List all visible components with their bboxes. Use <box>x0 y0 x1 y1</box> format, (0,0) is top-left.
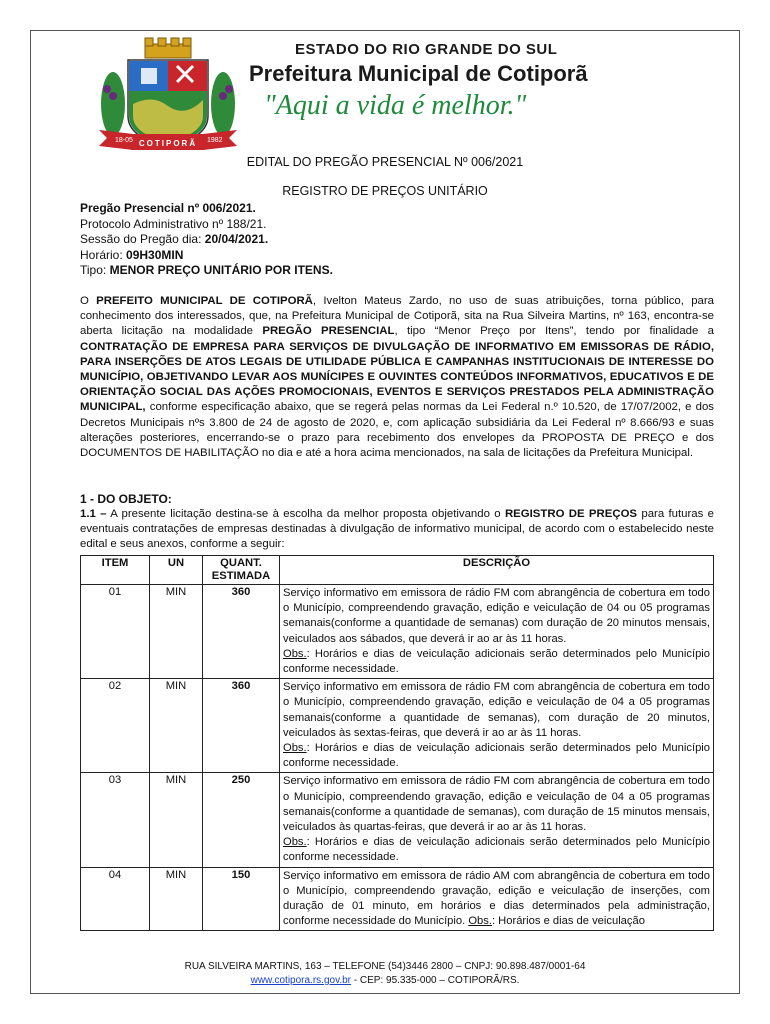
row-obs-text: : Horários e dias de veiculação <box>491 915 645 928</box>
row-obs-text: : Horários e dias de veiculação adicionais serão determinados pelo Município conforme necessidade. <box>283 742 710 770</box>
row-desc-text: Serviço informativo em emissora de rádio FM com abrangência de cobertura em todo o Município, compreendendo gravação, edição e veiculação de 04 a 05 programas semanais(conforme a quantidade de semanas), com duração de 15 minutos mensais, veiculados às quartas-feiras, que deverá ir ao ar às 11 horas. <box>283 775 710 834</box>
crest-shield <box>128 60 208 146</box>
row-desc <box>280 679 714 773</box>
intro-text-c: , Ivelton Mateus Zardo, no uso de suas atribuições, torna público, para conhecimento dos interessados, que, na Prefeitura Municipal de Cotiporã, sita na Rua Silveira Martins, nº 163, encontra-se aberta licitação na modalidade <box>80 295 714 338</box>
meta-block <box>80 201 333 279</box>
row-desc-text: Serviço informativo em emissora de rádio FM com abrangência de cobertura em todo o Município, compreendendo gravação, edição e veiculação de 04 a 05 programas semanais(conforme a quantidade de semanas), com duração de 20 minutos, veiculados às sextas-feiras, que deverá ir ao ar às 11 horas. <box>283 681 710 739</box>
intro-text-g: conforme especificação abaixo, que se regerá pelas normas da Lei Federal n.º 10.520, de 17/07/2002, e dos Decretos Municipais nºs 3.800 de 24 de agosto de 2020, e, com aplicação subsidiária da Lei Federal nº 8.666/93 e suas alterações posteriores, encerrando-se o prazo para recebimento dos envelopes da PROPOSTA DE PREÇO e dos DOCUMENTOS DE HABILITAÇÃO no dia e até a hora acima mencionados, na sala de licitações da Prefeitura Municipal. <box>80 401 714 460</box>
crest-year-left: 18-05 <box>115 137 133 144</box>
header-item: ITEM <box>81 556 150 585</box>
row-obs-label: Obs. <box>283 647 307 660</box>
section-text-a: A presente licitação destina-se à escolha da melhor proposta objetivando o <box>106 508 505 520</box>
row-obs-label: Obs. <box>283 836 307 849</box>
intro-text-a: O <box>80 295 97 307</box>
table-row <box>81 773 714 867</box>
table-header-row <box>81 556 714 585</box>
header-slogan: "Aqui a vida é melhor." <box>264 90 527 121</box>
footer-cep: - CEP: 95.335-000 – COTIPORÃ/RS. <box>351 975 520 986</box>
meta-sessao-value: 20/04/2021. <box>204 232 269 246</box>
crest-year-right: 1982 <box>207 137 223 144</box>
meta-sessao-label: Sessão do Pregão dia: <box>80 232 205 246</box>
row-quant: 360 <box>203 679 280 773</box>
table-row <box>81 679 714 773</box>
intro-paragraph <box>80 294 714 461</box>
row-un: MIN <box>150 679 203 773</box>
crest-crown <box>145 38 191 58</box>
intro-text-d: PREGÃO PRESENCIAL <box>262 325 395 338</box>
section-text-c: para futuras e eventuais contratações de empresas destinadas à divulgação de informativo municipal, de acordo com o estabelecido neste edital e seus anexos, conforme a seguir: <box>80 508 714 551</box>
row-desc-text: Serviço informativo em emissora de rádio AM com abrangência de cobertura em todo o Município, compreendendo gravação, edição e veiculação de inserções, com duração de 01 minuto, em horários e dias determinados pela administração, conforme necessidade do Município. <box>283 869 710 928</box>
row-desc-text: Serviço informativo em emissora de rádio FM com abrangência de cobertura em todo o Município, compreendendo gravação, edição e veiculação de 04 ou 05 programas semanais(conforme a quantidade de semanas) com duração de 20 minutos mensais, veiculados aos sábados, que deverá ir ao ar às 11 horas. <box>283 587 710 645</box>
row-obs-text: : Horários e dias de veiculação adicionais serão determinados pelo Município conforme necessidade. <box>283 836 710 864</box>
meta-horario-label: Horário: <box>80 247 127 262</box>
intro-text-b: PREFEITO MUNICIPAL DE COTIPORÃ <box>96 295 313 307</box>
section-heading: 1 - DO OBJETO: <box>80 492 172 506</box>
header-state: ESTADO DO RIO GRANDE DO SUL <box>295 41 558 58</box>
table-row <box>81 585 714 679</box>
document-title: EDITAL DO PREGÃO PRESENCIAL Nº 006/2021 <box>246 155 524 169</box>
meta-horario-value: 09H30MIN <box>126 247 184 262</box>
crest-ribbon-text: COTIPORÃ <box>138 139 198 148</box>
meta-tipo-value: MENOR PREÇO UNITÁRIO POR ITENS. <box>109 263 333 277</box>
footer-contact <box>0 975 770 986</box>
section-text-b: REGISTRO DE PREÇOS <box>504 508 638 520</box>
row-obs-text: : Horários e dias de veiculação adicionais serão determinados pelo Município conforme necessidade. <box>283 647 710 676</box>
meta-protocolo: Protocolo Administrativo nº 188/21. <box>80 216 267 231</box>
row-desc <box>280 585 714 679</box>
document-subtitle: REGISTRO DE PREÇOS UNITÁRIO <box>282 184 488 198</box>
row-un: MIN <box>150 867 203 931</box>
meta-pregao: Pregão Presencial nº 006/2021. <box>80 201 256 215</box>
row-quant: 250 <box>203 773 280 867</box>
items-table <box>80 555 714 931</box>
header-prefecture: Prefeitura Municipal de Cotiporã <box>249 61 588 86</box>
row-obs-label: Obs. <box>468 915 492 928</box>
row-desc <box>280 867 714 931</box>
row-desc <box>280 773 714 867</box>
row-un: MIN <box>150 773 203 867</box>
header-desc: DESCRIÇÃO <box>280 556 714 585</box>
row-item: 02 <box>81 679 150 773</box>
row-item: 04 <box>81 867 150 931</box>
header-un: UN <box>150 556 203 585</box>
row-item: 01 <box>81 585 150 679</box>
section-paragraph <box>80 507 714 553</box>
intro-text-e: , tipo “Menor Preço por Itens”, tendo por finalidade a <box>394 325 714 338</box>
municipal-crest-logo <box>93 34 243 156</box>
footer-address: RUA SILVEIRA MARTINS, 163 – TELEFONE (54)3446 2800 – CNPJ: 90.898.487/0001-64 <box>184 961 586 972</box>
row-item: 03 <box>81 773 150 867</box>
row-obs-label: Obs. <box>283 742 307 755</box>
intro-text-f: CONTRATAÇÃO DE EMPRESA PARA SERVIÇOS DE DIVULGAÇÃO DE INFORMATIVO EM EMISSORAS DE RÁDIO, PARA INSERÇÕES DE ATOS LEGAIS DE UTILIDADE PÚBLICA E CAMPANHAS INSTITUCIONAIS DE INTERESSE DO MUNICÍPIO, OBJETIVANDO LEVAR AOS MUNÍCIPES E OUVINTES CONTEÚDOS INFORMATIVOS, EDUCATIVOS E DE ORIENTAÇÃO SOCIAL DAS AÇÕES PROMOCIONAIS, EVENTOS E SERVIÇOS PRESTADOS PELA ADMINISTRAÇÃO MUNICIPAL, <box>80 340 714 414</box>
row-quant: 360 <box>203 585 280 679</box>
row-un: MIN <box>150 585 203 679</box>
row-quant: 150 <box>203 867 280 931</box>
section-num: 1.1 – <box>80 508 107 520</box>
website-link[interactable]: www.cotipora.rs.gov.br <box>250 975 351 986</box>
meta-tipo-label: Tipo: <box>80 263 110 277</box>
table-row <box>81 867 714 931</box>
header-quant: QUANT. ESTIMADA <box>203 556 280 585</box>
